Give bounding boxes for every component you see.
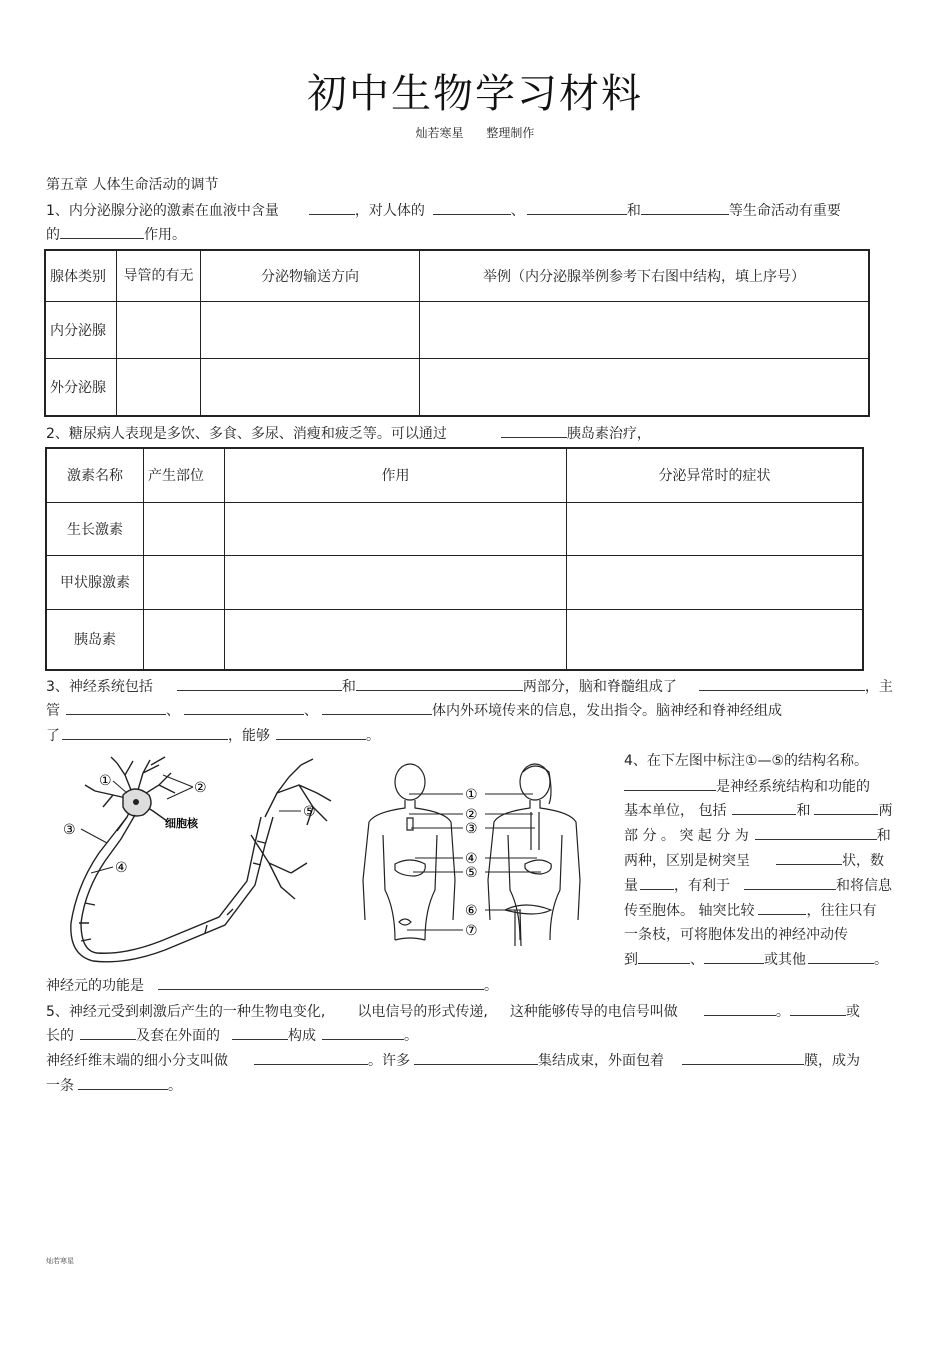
gland-table-cell: 外分泌腺: [45, 358, 117, 416]
question-1-line-2: [46, 223, 186, 246]
q4-blank-1[interactable]: [624, 775, 716, 791]
gland-table-cell[interactable]: [420, 301, 870, 358]
hormone-table-header: 分泌异常时的症状: [567, 448, 864, 502]
hormone-table-header: 激素名称: [46, 448, 144, 502]
q3-blank-7[interactable]: [62, 724, 228, 740]
q5-text: 。许多: [368, 1053, 410, 1069]
question-4-line-4: [624, 849, 884, 872]
q5-text: 及套在外面的: [136, 1028, 220, 1044]
hormone-table-header: 产生部位: [144, 448, 225, 502]
q1-text: 的: [46, 227, 60, 243]
q4-blank-7[interactable]: [744, 874, 836, 890]
q4-text: 、: [690, 952, 704, 968]
gland-table-header: 腺体类别: [45, 250, 117, 301]
q4-text: 是神经系统结构和功能的: [716, 779, 870, 795]
neuron-label-5: ⑤: [303, 804, 316, 820]
hormone-table-cell[interactable]: [567, 555, 864, 609]
q5-blank-4[interactable]: [232, 1024, 288, 1040]
q3-text: 和: [341, 679, 356, 695]
q1-blank-3[interactable]: [527, 199, 627, 215]
neuron-diagram: [55, 755, 340, 975]
question-5-line-2: [46, 1024, 418, 1047]
q1-blank-4[interactable]: [641, 199, 729, 215]
q1-text: 和: [626, 203, 641, 219]
gland-table-header: 导管的有无: [117, 250, 201, 301]
nucleus-label: 细胞核: [165, 817, 198, 830]
question-4-line-2: [624, 799, 892, 822]
question-4-line-3: [624, 824, 891, 847]
q1-blank-2[interactable]: [433, 199, 511, 215]
body-label-7: ⑦: [465, 923, 478, 939]
question-3-line-2: [46, 699, 782, 722]
neuron-label-3: ③: [63, 822, 76, 838]
neuron-label-1: ①: [99, 773, 112, 789]
q5-text: 以电信号的形式传递,: [357, 1004, 488, 1020]
q4-text: 两种，区别是树突呈: [624, 853, 750, 869]
body-label-4: ④: [465, 851, 478, 867]
gland-table-header: 举例（内分泌腺举例参考下右图中结构，填上序号）: [420, 250, 870, 301]
q3-text: 、: [166, 703, 180, 719]
endocrine-body-diagram: [355, 760, 595, 955]
q4-text: 状，数: [842, 853, 884, 869]
body-label-5: ⑤: [465, 865, 478, 881]
body-label-6: ⑥: [465, 903, 478, 919]
q3-blank-2[interactable]: [356, 675, 523, 691]
question-4-intro: 4、在下左图中标注①—⑤的结构名称。: [624, 753, 869, 769]
q4-text: ，往往只有: [806, 903, 877, 919]
hormone-table-cell[interactable]: [567, 609, 864, 670]
hormone-table-cell[interactable]: [144, 555, 225, 609]
hormone-table-cell: 胰岛素: [46, 609, 144, 670]
q4-text: 和: [876, 828, 891, 844]
q3-text: 两部分，脑和脊髓组成了: [522, 679, 677, 695]
q5-text: 。: [404, 1028, 418, 1044]
q4-text: 量: [624, 878, 638, 894]
q4-text: 和将信息: [836, 878, 892, 894]
gland-table-cell[interactable]: [117, 358, 201, 416]
q4-text: 或其他: [764, 952, 806, 968]
question-5-line-3: [46, 1049, 860, 1072]
question-5-line-4: [46, 1074, 182, 1097]
hormone-table-cell[interactable]: [225, 609, 567, 670]
q3-blank-4[interactable]: [66, 699, 166, 715]
q1-blank-5[interactable]: [60, 223, 144, 239]
hormone-table-cell[interactable]: [144, 502, 225, 555]
body-label-3: ③: [465, 821, 478, 837]
body-label-2: ②: [465, 807, 478, 823]
q3-text: ，主: [864, 679, 893, 695]
q5-text: 膜，成为: [804, 1053, 860, 1069]
q4-text: 。: [874, 952, 888, 968]
q5-blank-1[interactable]: [704, 1000, 776, 1016]
hormone-table-cell[interactable]: [144, 609, 225, 670]
hormone-table-cell: 生长激素: [46, 502, 144, 555]
q4-blank-9[interactable]: [638, 948, 690, 964]
q1-text: 作用。: [144, 227, 186, 243]
q1-text: 1、内分泌腺分泌的激素在血液中含量: [46, 203, 279, 219]
q4-blank-3[interactable]: [814, 799, 878, 815]
q5-text: 集结成束，外面包着: [538, 1053, 664, 1069]
q5-text: 神经纤维末端的细小分支叫做: [46, 1053, 228, 1069]
q5-text: 。: [775, 1004, 790, 1020]
q4-text: 部 分 。 突 起 分 为: [624, 828, 749, 844]
q5-text: 构成: [288, 1028, 316, 1044]
gland-table-cell[interactable]: [117, 301, 201, 358]
q3-text: 管: [46, 703, 60, 719]
question-3-line-1: [46, 675, 893, 698]
q5-blank-3[interactable]: [80, 1024, 136, 1040]
q4-blank-4[interactable]: [755, 824, 877, 840]
q4-text: 传至胞体。 轴突比较: [624, 903, 755, 919]
q4-text: 两: [878, 803, 893, 819]
q3-blank-8[interactable]: [276, 724, 366, 740]
gland-table-cell[interactable]: [201, 301, 420, 358]
hormone-table-cell[interactable]: [225, 555, 567, 609]
q1-text: 、: [510, 203, 525, 219]
gland-table-cell: 内分泌腺: [45, 301, 117, 358]
q5-blank-6[interactable]: [254, 1049, 368, 1065]
gland-table-header: 分泌物输送方向: [201, 250, 420, 301]
q3-blank-6[interactable]: [322, 699, 432, 715]
q3-text: 体内外环境传来的信息，发出指令。脑神经和脊神经组成: [432, 703, 782, 719]
gland-table-cell[interactable]: [420, 358, 870, 416]
q5-text: 一条: [46, 1078, 74, 1094]
q5-text: 这种能够传导的电信号叫做: [509, 1004, 678, 1020]
q3-blank-1[interactable]: [177, 675, 342, 691]
q4-blank-11[interactable]: [808, 948, 874, 964]
q4-text: 基本单位， 包括: [624, 803, 727, 819]
gland-table-cell[interactable]: [201, 358, 420, 416]
q1-text: ，对人体的: [354, 203, 425, 219]
page-subtitle: 灿若寒星 整理制作: [415, 126, 535, 140]
q5-blank-9[interactable]: [78, 1074, 168, 1090]
q3-text: 。: [366, 728, 380, 744]
q3-blank-3[interactable]: [699, 675, 865, 691]
question-4-line-6: [624, 899, 876, 922]
q5-blank-7[interactable]: [414, 1049, 538, 1065]
q4-text: 到: [624, 952, 638, 968]
q3-text: 了: [46, 728, 60, 744]
q5-text: 。: [168, 1078, 182, 1094]
q2-text: 胰岛素治疗，: [566, 426, 651, 442]
page-title: 初中生物学习材料: [307, 71, 643, 117]
neuron-function-text: 神经元的功能是: [46, 978, 144, 994]
q4-blank-5[interactable]: [776, 849, 842, 865]
q3-text: 3、神经系统包括: [46, 679, 153, 695]
question-1-line-1: [46, 199, 841, 222]
question-4-line-1: [624, 775, 870, 798]
q5-text: 长的: [46, 1028, 74, 1044]
neuron-label-2: ②: [194, 780, 207, 796]
q3-text: 、: [304, 703, 318, 719]
question-3-line-3: [46, 724, 380, 747]
hormone-table-cell[interactable]: [225, 502, 567, 555]
hormone-table-header: 作用: [225, 448, 567, 502]
q4-blank-2[interactable]: [732, 799, 796, 815]
hormone-table-cell: 甲状腺激素: [46, 555, 144, 609]
question-5-line-1: [46, 1000, 860, 1023]
question-4-line-5: [624, 874, 892, 897]
question-4-line-8: [624, 948, 888, 971]
q1-text: 等生命活动有重要: [728, 203, 841, 219]
neuron-function-text: 。: [484, 978, 498, 994]
gland-table: [44, 249, 870, 417]
q1-blank-1[interactable]: [309, 199, 355, 215]
q5-blank-2[interactable]: [790, 1000, 846, 1016]
neuron-function-blank[interactable]: [158, 974, 484, 990]
q3-blank-5[interactable]: [184, 699, 304, 715]
q4-blank-6[interactable]: [640, 874, 674, 890]
q4-text: 和: [796, 803, 811, 819]
q5-blank-8[interactable]: [682, 1049, 804, 1065]
page-footer: 灿若寒星: [46, 1257, 74, 1265]
chapter-heading: 第五章 人体生命活动的调节: [46, 177, 219, 193]
body-label-1: ①: [465, 787, 478, 803]
q3-text: ，能够: [228, 728, 270, 744]
q2-text: 2、糖尿病人表现是多饮、多食、多尿、消瘦和疲乏等。可以通过: [46, 426, 447, 442]
hormone-table-cell[interactable]: [567, 502, 864, 555]
q5-text: 或: [845, 1004, 860, 1020]
q4-blank-10[interactable]: [704, 948, 764, 964]
q4-text: ，有利于: [674, 878, 730, 894]
question-4-line-7: 一条枝，可将胞体发出的神经冲动传: [624, 927, 848, 943]
neuron-label-4: ④: [115, 860, 128, 876]
question-2: [46, 422, 651, 445]
q4-blank-8[interactable]: [758, 899, 806, 915]
q5-text: 5、神经元受到刺激后产生的一种生物电变化,: [46, 1004, 326, 1020]
q5-blank-5[interactable]: [322, 1024, 404, 1040]
hormone-table: [45, 447, 864, 671]
q2-blank[interactable]: [501, 422, 567, 438]
neuron-function-line: [46, 974, 498, 997]
